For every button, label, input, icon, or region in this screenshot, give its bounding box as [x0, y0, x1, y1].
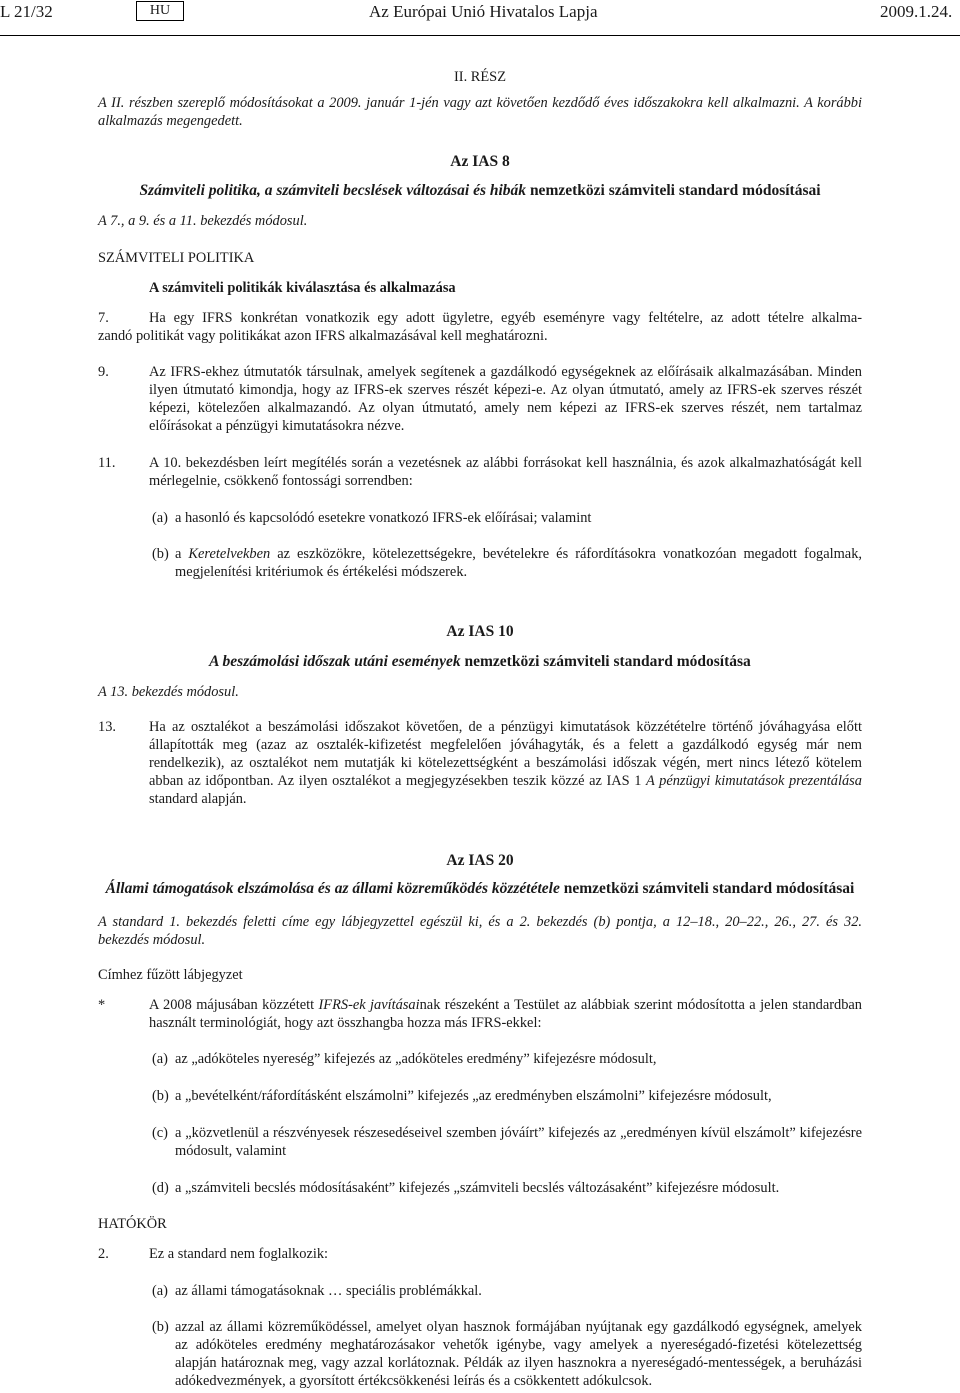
fn-c-label: (c) — [152, 1125, 168, 1141]
paragraph-13-text — [149, 718, 862, 808]
fn-d-label: (d) — [152, 1180, 169, 1196]
footnote-rest: nak részeként a Testület az alábbiak szerint módosította a jelen standardban használt terminológiát, hogy azt összhangba hozza más IFRS-ekkel: — [149, 997, 862, 1031]
journal-title: Az Európai Unió Hivatalos Lapja — [369, 2, 598, 21]
paragraph-7-number: 7. — [98, 310, 109, 326]
paragraph-13-body: Ha az osztalékot a beszámolási időszakot követően, de a pénzügyi kimutatások közzétételre történő jóváhagyása előtt állapították meg (azaz az osztalék-kifizetést megfelelően jóváhagyták, és a felett a gazdálkodó egység már nem rendelkezik), az osztalékot nem mutatják ki kötelezettségként a beszámolási időszak végén, mert nincs létező kötelem abban az időpontban. Az ilyen osztalékot a megjegyzésekben teszik közzé az IAS 1 — [149, 719, 862, 789]
item-a-text: a hasonló és kapcsolódó esetekre vonatkozó IFRS-ek előírásai; valamint — [175, 510, 592, 526]
paragraph-9-number: 9. — [98, 364, 109, 380]
paragraph-9 — [98, 363, 862, 435]
ias8-subtitle-italic: Számviteli politika, a számviteli becslések változásai és hibák — [139, 182, 527, 199]
publication-date: 2009.1.24. — [880, 2, 953, 21]
fn-d-text: a „számviteli becslés módosításaként” kifejezés „számviteli becslés változásaként” kifejezésre módosult. — [175, 1180, 780, 1196]
footnote-item-c — [98, 1124, 862, 1160]
part-title: II. RÉSZ — [454, 69, 506, 85]
footnote-item-b — [98, 1087, 862, 1105]
paragraph-11-number: 11. — [98, 455, 116, 471]
footnote-item-a — [98, 1050, 862, 1068]
paragraph-11-item-a — [98, 509, 862, 527]
page-number: L 21/32 — [0, 2, 53, 21]
p2-a-text: az állami támogatásoknak … speciális problémákkal. — [175, 1283, 482, 1299]
footnote-text — [149, 996, 862, 1032]
fn-b-label: (b) — [152, 1088, 169, 1104]
p2-b-label: (b) — [152, 1319, 169, 1335]
paragraph-13-number: 13. — [98, 719, 116, 735]
footnote-pre: A 2008 májusában közzétett — [149, 997, 319, 1013]
header-rule — [0, 35, 960, 36]
fn-a-label: (a) — [152, 1051, 168, 1067]
item-b-rest: az eszközökre, kötelezettségekre, bevételekre és ráfordításokra vonatkozóan megadott fogalmak, megjelenítési kritériumok és értékelési módszerek. — [175, 546, 862, 580]
ias20-subtitle-rest: nemzetközi számviteli standard módosításai — [559, 880, 855, 897]
paragraph-2 — [98, 1245, 862, 1263]
paragraph-11-item-b — [98, 545, 862, 581]
paragraph-7-line-1: Ha egy IFRS konkrétan vonatkozik egy adott ügyletre, egyéb eseményre vagy feltételre, az adott tételre alkalma- — [149, 310, 862, 326]
footnote-star: * — [98, 997, 106, 1013]
fn-b-text: a „bevételként/ráfordításként elszámolni” kifejezés „az eredményben elszámolni” kifejezésre módosult, — [175, 1088, 772, 1104]
ias10-subtitle-rest: nemzetközi számviteli standard módosítása — [460, 653, 751, 670]
section-heading: SZÁMVITELI POLITIKA — [98, 250, 255, 266]
ias20-subtitle — [98, 880, 862, 898]
paragraph-2-text: Ez a standard nem foglalkozik: — [149, 1246, 329, 1262]
paragraph-7 — [98, 309, 862, 345]
fn-a-text: az „adóköteles nyereség” kifejezés az „adóköteles eredmény” kifejezésre módosult, — [175, 1051, 657, 1067]
journal-header — [0, 0, 960, 40]
paragraph-2-item-a — [98, 1282, 862, 1300]
item-a-label: (a) — [152, 510, 168, 526]
paragraph-2-number: 2. — [98, 1246, 109, 1262]
footnote-title: Címhez fűzött lábjegyzet — [98, 967, 243, 983]
footnote-item-d — [98, 1179, 862, 1197]
paragraph-2-item-b — [98, 1318, 862, 1390]
ias8-heading: Az IAS 8 — [450, 153, 510, 170]
ias10-amendment-note: A 13. bekezdés módosul. — [98, 684, 239, 700]
subsection-heading: A számviteli politikák kiválasztása és alkalmazása — [149, 280, 456, 296]
paragraph-11 — [98, 454, 862, 490]
ias10-subtitle-italic: A beszámolási időszak utáni események — [209, 653, 461, 670]
item-b-label: (b) — [152, 546, 169, 562]
footnote — [98, 996, 862, 1032]
p2-a-label: (a) — [152, 1283, 168, 1299]
paragraph-13 — [98, 718, 862, 808]
paragraph-9-text: Az IFRS-ekhez útmutatók társulnak, amelyek segítenek a gazdálkodó egységeknek az előírásaik alkalmazásában. Minden ilyen útmutató kimondja, hogy az IFRS-ek szerves részét képezi-e. Az olyan útmutató, amely az IFRS-ek szerves részét képezi, kötelezően alkalmazandó. Az olyan útmutató, amely nem képezi az IFRS-ek szerves részét, nem tartalmaz előírásokat a pénzügyi kimutatásokra nézve. — [149, 364, 862, 434]
paragraph-11-text: A 10. bekezdésben leírt megítélés során a vezetésnek az alábbi forrásokat kell használnia, és azok alkalmazhatóságát kell mérlegelnie, csökkenő fontossági sorrendben: — [149, 455, 862, 489]
paragraph-13-italic: A pénzügyi kimutatások prezentálása — [646, 773, 862, 789]
scope-heading: HATÓKÖR — [98, 1216, 167, 1232]
item-b-text — [175, 545, 862, 581]
item-b-italic: Keretelvekben — [188, 546, 271, 562]
ias8-subtitle-rest: nemzetközi számviteli standard módosításai — [526, 182, 821, 199]
fn-c-text: a „közvetlenül a részvényesek részesedéseivel szemben jóváírt” kifejezés az „eredményen kívül elszámolt” kifejezésre módosult, valamint — [175, 1125, 862, 1159]
ias10-heading: Az IAS 10 — [446, 623, 514, 640]
paragraph-13-end: standard alapján. — [149, 791, 247, 807]
ias20-amendment-note: A standard 1. bekezdés feletti címe egy lábjegyzettel egészül ki, és a 2. bekezdés (b) pontja, a 12–18., 20–22., 26., 27. és 32. bekezdés módosul. — [98, 914, 862, 948]
ias20-heading: Az IAS 20 — [446, 852, 514, 869]
p2-b-text: azzal az állami közreműködéssel, amelyet olyan hasznok formájában nyújtanak egy gazdálkodó egységnek, amelyek az adóköteles eredmény meghatározásakor vehetők igénybe, vagy amelyek a nyereségadó-fizetési kötelezettség alapján határoznak meg, vagy azzal korlátoznak. Példák az ilyen hasznokra a nyereségadó-mentességek, a beruházási adókedvezmények, a gyorsított értékcsökkenési leírás és a csökkentett adókulcsok. — [175, 1319, 862, 1389]
ias20-subtitle-italic: Állami támogatások elszámolása és az állami közreműködés közzététele — [105, 880, 560, 897]
footnote-italic: IFRS-ek javításai — [318, 997, 420, 1013]
item-b-pre: a — [175, 546, 189, 562]
ias8-amendment-note: A 7., a 9. és a 11. bekezdés módosul. — [98, 213, 308, 229]
paragraph-7-line-2: zandó politikát vagy politikákat azon IFRS alkalmazásával kell meghatározni. — [98, 328, 548, 344]
ias8-subtitle — [98, 182, 862, 200]
ias10-subtitle — [98, 653, 862, 671]
language-badge: HU — [136, 1, 184, 21]
part-intro: A II. részben szereplő módosításokat a 2009. január 1-jén vagy azt követően kezdődő éves időszakokra kell alkalmazni. A korábbi alkalmazás megengedett. — [98, 95, 862, 129]
